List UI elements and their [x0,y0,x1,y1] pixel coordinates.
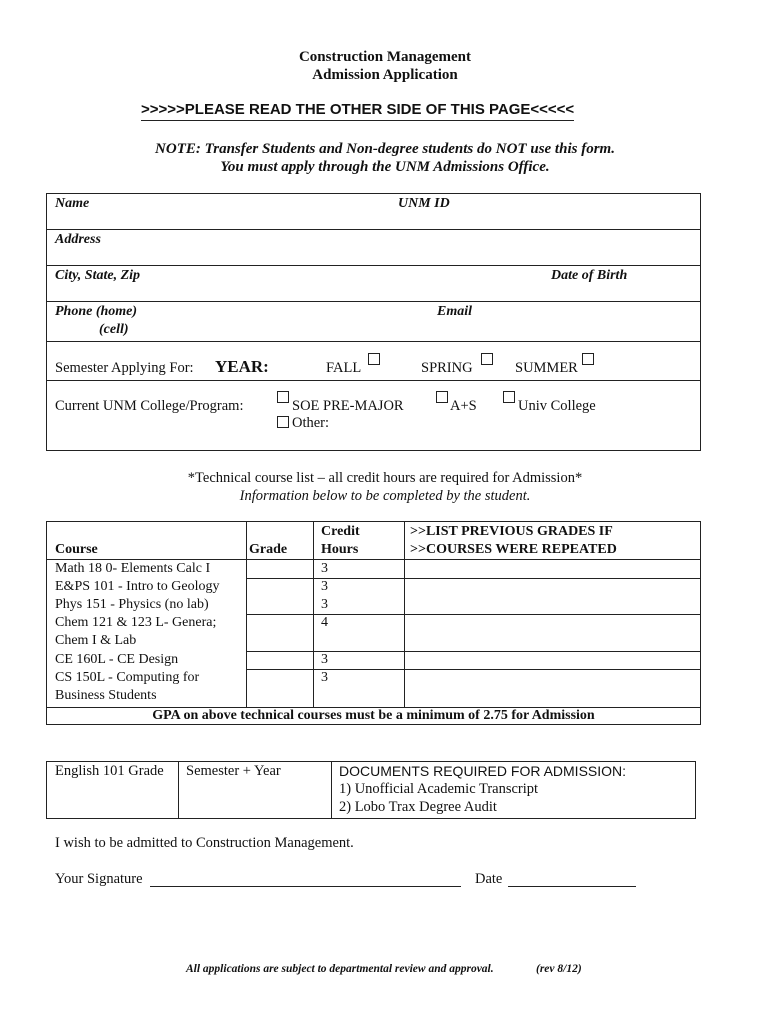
header-hours: Hours [321,542,359,557]
other-label: Other: [292,415,330,431]
row-divider [246,651,701,652]
credit-hours: 4 [321,615,328,630]
row-divider [246,669,701,670]
credit-hours: 3 [321,652,328,667]
unm-id-label: UNM ID [398,196,450,211]
note-line-1: NOTE: Transfer Students and Non-degree students do NOT use this form. [155,141,615,157]
read-other-side-notice: >>>>>PLEASE READ THE OTHER SIDE OF THIS PAGE<<<<< [141,101,574,121]
address-label: Address [55,232,101,247]
current-college-label: Current UNM College/Program: [55,398,244,414]
univ-college-checkbox[interactable] [503,391,515,403]
city-state-zip-label: City, State, Zip [55,268,141,283]
date-label: Date [475,871,503,887]
divider [46,341,701,342]
email-label: Email [437,304,473,319]
date-line[interactable] [508,886,636,887]
document-1: 1) Unofficial Academic Transcript [339,781,539,797]
form-title: Construction Management [298,49,472,65]
course-name-cont: Business Students [55,688,157,703]
header-credit: Credit [321,524,360,539]
divider [46,265,701,266]
gpa-requirement: GPA on above technical courses must be a minimum of 2.75 for Admission [152,708,595,723]
document-2: 2) Lobo Trax Degree Audit [339,799,497,815]
column-divider [331,761,332,818]
credit-hours: 3 [321,579,328,594]
course-name: CS 150L - Computing for [55,670,200,685]
credit-hours: 3 [321,597,328,612]
divider [46,301,701,302]
admission-wish-statement: I wish to be admitted to Construction Management. [55,835,354,851]
note-line-2: You must apply through the UNM Admissions Office. [220,159,550,175]
column-divider [178,761,179,818]
name-label: Name [55,196,90,211]
footer-review-note: All applications are subject to departmental review and approval. [186,963,494,975]
divider [46,229,701,230]
header-grade: Grade [249,542,288,557]
header-course: Course [55,542,98,557]
course-name: CE 160L - CE Design [55,652,179,667]
course-name: E&PS 101 - Intro to Geology [55,579,220,594]
as-label: A+S [450,398,477,414]
spring-checkbox[interactable] [481,353,493,365]
other-checkbox[interactable] [277,416,289,428]
credit-hours: 3 [321,561,328,576]
course-name: Math 18 0- Elements Calc I [55,561,211,576]
course-name: Phys 151 - Physics (no lab) [55,597,209,612]
soe-checkbox[interactable] [277,391,289,403]
soe-pre-major-label: SOE PRE-MAJOR [292,398,404,414]
year-label: YEAR: [215,357,269,376]
date-of-birth-label: Date of Birth [551,268,628,283]
summer-checkbox[interactable] [582,353,594,365]
summer-label: SUMMER [515,360,578,376]
signature-label: Your Signature [55,871,143,887]
header-repeat-1: >>LIST PREVIOUS GRADES IF [410,524,613,539]
header-repeat-2: >>COURSES WERE REPEATED [410,542,617,557]
semester-year-label: Semester + Year [186,763,281,779]
phone-cell-label: (cell) [99,322,129,337]
row-divider [246,578,701,579]
semester-applying-label: Semester Applying For: [55,360,194,376]
fall-checkbox[interactable] [368,353,380,365]
credit-hours: 3 [321,670,328,685]
spring-label: SPRING [421,360,473,376]
course-name-cont: Chem I & Lab [55,633,137,648]
course-name: Chem 121 & 123 L- Genera; [55,615,217,630]
english-101-grade-label: English 101 Grade [55,763,164,779]
phone-home-label: Phone (home) [55,304,138,319]
form-subtitle: Admission Application [312,67,458,83]
footer-revision: (rev 8/12) [536,963,582,975]
univ-college-label: Univ College [518,398,596,414]
as-checkbox[interactable] [436,391,448,403]
fall-label: FALL [326,360,362,376]
row-divider [246,614,701,615]
divider [46,380,701,381]
signature-line[interactable] [150,886,461,887]
course-list-note: *Technical course list – all credit hours are required for Admission* [187,470,583,486]
student-complete-note: Information below to be completed by the student. [239,488,531,504]
documents-required-title: DOCUMENTS REQUIRED FOR ADMISSION: [339,763,627,779]
